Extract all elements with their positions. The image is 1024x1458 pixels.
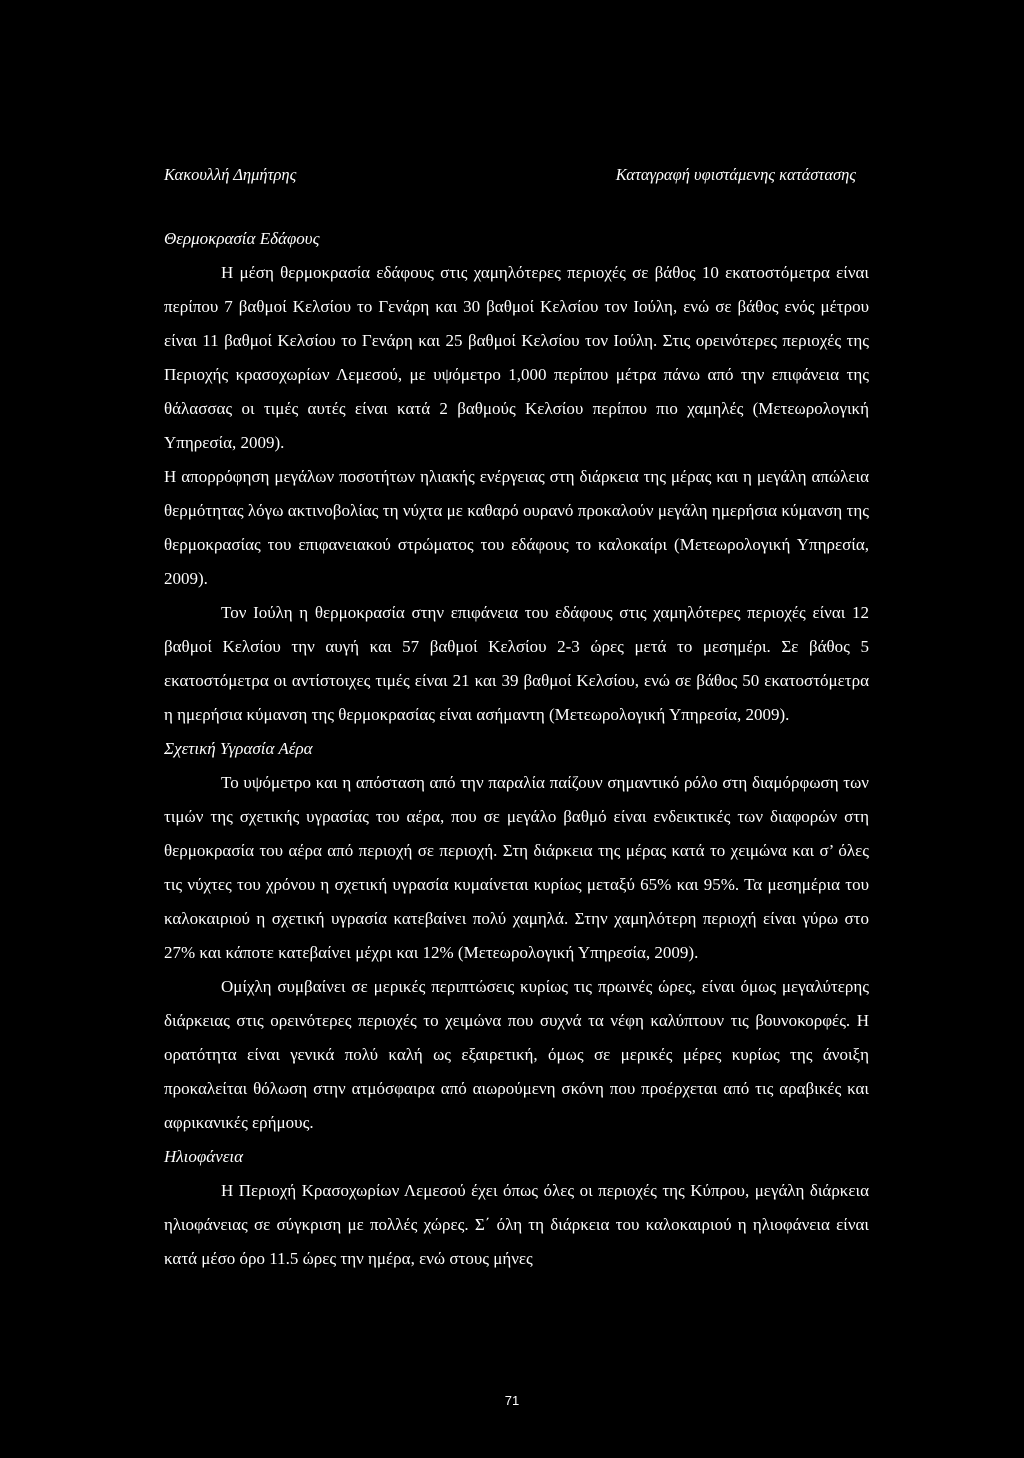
section-heading-sunshine: Ηλιοφάνεια	[164, 1147, 244, 1166]
header-author: Κακουλλή Δημήτρης	[164, 165, 297, 184]
paragraph: Το υψόμετρο και η απόσταση από την παραλία παίζουν σημαντικό ρόλο στη διαμόρφωση των τιμών της σχετικής υγρασίας του αέρα, που σε μεγάλο βαθμό είναι ενδεικτικές των διαφορών στη θερμοκρασία του αέρα από περιοχή σε περιοχή. Στη διάρκεια της μέρας κατά το χειμώνα και σ’ όλες τις νύχτες του χρόνου η σχετική υγρασία κυμαίνεται κυρίως μεταξύ 65% και 95%. Τα μεσημέρια του καλοκαιριού η σχετική υγρασία κατεβαίνει πολύ χαμηλά. Στην χαμηλότερη περιοχή είναι γύρω στο 27% και κάποτε κατεβαίνει μέχρι και 12% (Μετεωρολογική Υπηρεσία, 2009).	[164, 773, 869, 962]
paragraph: Η Περιοχή Κρασοχωρίων Λεμεσού έχει όπως όλες οι περιοχές της Κύπρου, μεγάλη διάρκεια ηλιοφάνειας σε σύγκριση με πολλές χώρες. Σ΄ όλη τη διάρκεια του καλοκαιριού η ηλιοφάνεια είναι κατά μέσο όρο 11.5 ώρες την ημέρα, ενώ στους μήνες	[164, 1181, 869, 1268]
paragraph: Τον Ιούλη η θερμοκρασία στην επιφάνεια του εδάφους στις χαμηλότερες περιοχές είναι 12 βαθμοί Κελσίου την αυγή και 57 βαθμοί Κελσίου 2-3 ώρες μετά το μεσημέρι. Σε βάθος 5 εκατοστόμετρα οι αντίστοιχες τιμές είναι 21 και 39 βαθμοί Κελσίου, ενώ σε βάθος 50 εκατοστόμετρα η ημερήσια κύμανση της θερμοκρασίας είναι ασήμαντη (Μετεωρολογική Υπηρεσία, 2009).	[164, 603, 869, 724]
paragraph: Η μέση θερμοκρασία εδάφους στις χαμηλότερες περιοχές σε βάθος 10 εκατοστόμετρα είναι περίπου 7 βαθμοί Κελσίου το Γενάρη και 30 βαθμοί Κελσίου τον Ιούλη, ενώ σε βάθος ενός μέτρου είναι 11 βαθμοί Κελσίου το Γενάρη και 25 βαθμοί Κελσίου τον Ιούλη. Στις ορεινότερες περιοχές της Περιοχής κρασοχωρίων Λεμεσού, με υψόμετρο 1,000 περίπου μέτρα πάνω από την επιφάνεια της θάλασσας οι τιμές αυτές είναι κατά 2 βαθμούς Κελσίου περίπου πιο χαμηλές (Μετεωρολογική Υπηρεσία, 2009).	[164, 263, 869, 452]
header-section-title: Καταγραφή υφιστάμενης κατάστασης	[615, 165, 856, 184]
page-number: 71	[504, 1393, 520, 1408]
paragraph: Η απορρόφηση μεγάλων ποσοτήτων ηλιακής ενέργειας στη διάρκεια της μέρας και η μεγάλη απώλεια θερμότητας λόγω ακτινοβολίας τη νύχτα με καθαρό ουρανό προκαλούν μεγάλη ημερήσια κύμανση της θερμοκρασίας του επιφανειακού στρώματος του εδάφους το καλοκαίρι (Μετεωρολογική Υπηρεσία, 2009).	[164, 467, 869, 588]
document-body	[164, 222, 869, 1276]
section-heading-relative-humidity: Σχετική Υγρασία Αέρα	[164, 739, 313, 758]
paragraph: Ομίχλη συμβαίνει σε μερικές περιπτώσεις κυρίως τις πρωινές ώρες, είναι όμως μεγαλύτερης διάρκειας στις ορεινότερες περιοχές το χειμώνα που συχνά τα νέφη καλύπτουν τις βουνοκορφές. Η ορατότητα είναι γενικά πολύ καλή ως εξαιρετική, όμως σε μερικές μέρες κυρίως της άνοιξη προκαλείται θόλωση στην ατμόσφαιρα από αιωρούμενη σκόνη που προέρχεται από τις αραβικές και αφρικανικές ερήμους.	[164, 977, 869, 1132]
section-heading-soil-temperature: Θερμοκρασία Εδάφους	[164, 229, 320, 248]
